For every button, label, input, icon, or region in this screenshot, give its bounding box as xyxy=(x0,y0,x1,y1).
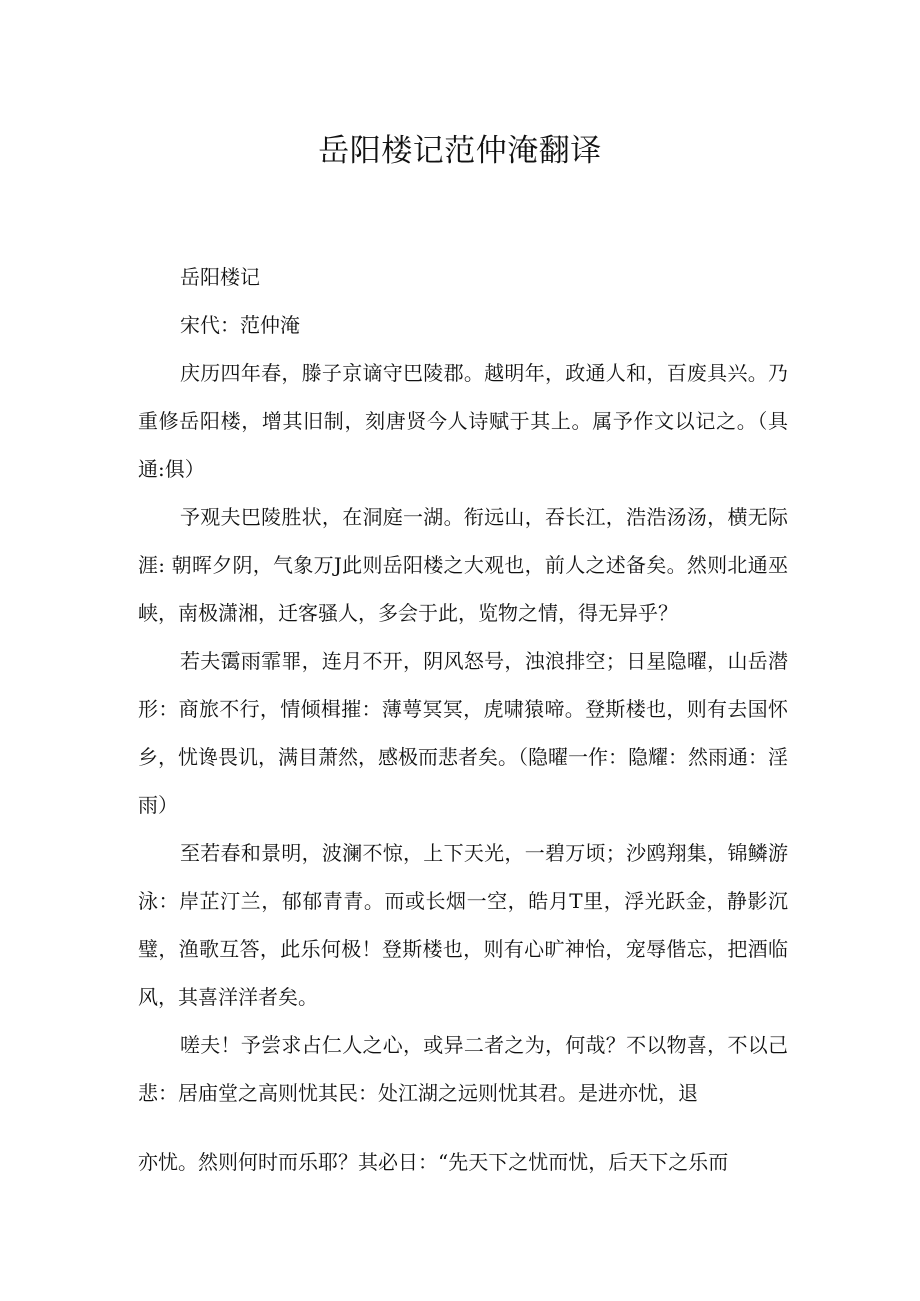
document-title: 岳阳楼记范仲淹翻译 xyxy=(318,133,602,169)
paragraph-2: 予观夫巴陵胜状，在洞庭一湖。衔远山，吞长江，浩浩汤汤，横无际涯: 朝晖夕阴，气象万J此则岳阳楼之大观也，前人之述备矣。然则北通巫峡，南极潇湘，迁客骚人，多会于此，览物之情，得无异乎？ xyxy=(138,505,788,625)
poem-title: 岳阳楼记 xyxy=(180,265,260,289)
paragraph-5: 嗟夫！予尝求占仁人之心，或异二者之为，何哉？不以物喜，不以己悲：居庙堂之高则忧其民：处江湖之远则忧其君。是进亦忧，退 xyxy=(138,1033,788,1105)
paragraph-5-continuation: 亦忧。然则何时而乐耶？其必日：“先天下之忧而忧，后天下之乐而 xyxy=(138,1150,729,1174)
continuation-block xyxy=(138,1138,788,1186)
paragraph-4: 至若春和景明，波澜不惊，上下天光，一碧万顷；沙鸥翔集，锦鳞游泳：岸芷汀兰，郁郁青青。而或长烟一空，皓月T里，浮光跃金，静影沉璧，渔歌互答，此乐何极！登斯楼也，则有心旷神怡，宠辱偕忘，把酒临风，其喜洋洋者矣。 xyxy=(138,841,788,1009)
author-line: 宋代：范仲淹 xyxy=(180,313,300,337)
paragraph-1: 庆历四年春，滕子京谪守巴陵郡。越明年，政通人和，百废具兴。乃重修岳阳楼，增其旧制，刻唐贤今人诗赋于其上。属予作文以记之。（具通:俱） xyxy=(138,361,788,481)
paragraph-3: 若夫霭雨霏罪，连月不开，阴风怒号，浊浪排空；日星隐曜，山岳潜形：商旅不行，情倾楫摧：薄萼冥冥，虎啸猿啼。登斯楼也，则有去国怀乡，忧谗畏讥，满目萧然，感极而悲者矣。（隐曜一作：隐耀：然雨通：淫雨） xyxy=(138,649,788,817)
document-body xyxy=(138,253,788,1117)
